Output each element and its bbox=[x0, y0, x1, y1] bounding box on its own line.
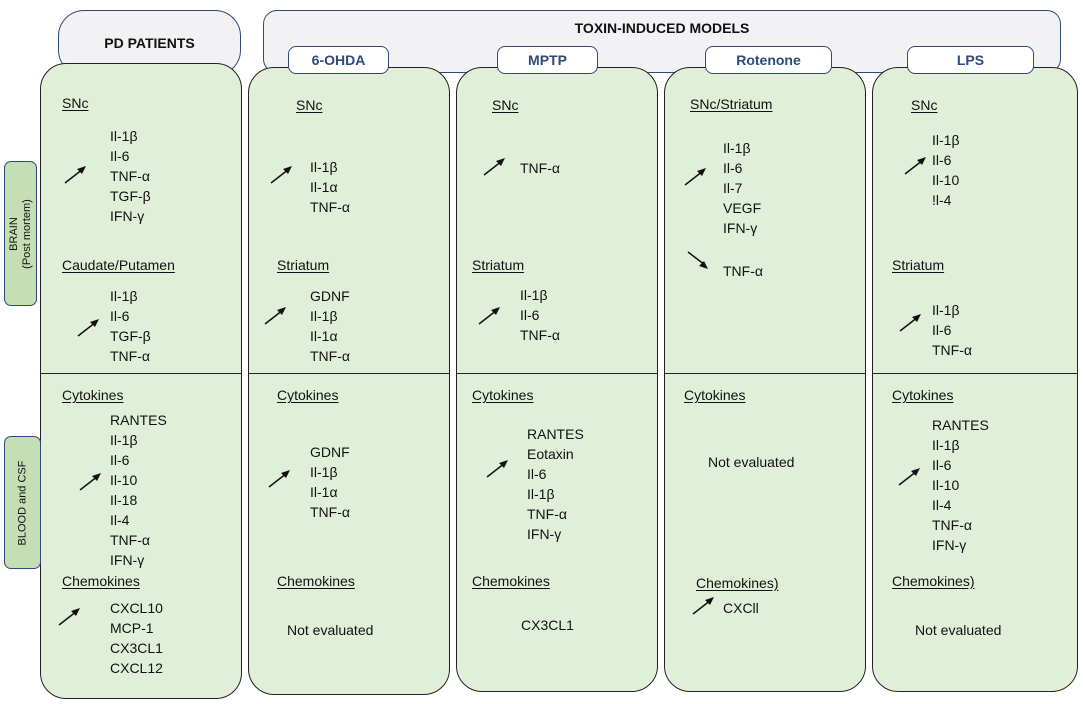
marker-item: TNF-α bbox=[932, 342, 972, 358]
pd-cytokines-heading: Cytokines bbox=[62, 387, 124, 403]
increase-arrow-icon bbox=[683, 167, 709, 187]
lps-chemokines-heading: Chemokines) bbox=[892, 573, 975, 589]
marker-item: VEGF bbox=[723, 200, 762, 216]
marker-item: TNF-α bbox=[527, 506, 567, 522]
increase-arrow-icon bbox=[477, 306, 503, 326]
increase-arrow-icon bbox=[263, 306, 289, 326]
marker-item: Il-6 bbox=[110, 308, 130, 324]
blood-csf-label: BLOOD and CSF bbox=[16, 460, 28, 545]
marker-item: Il-1β bbox=[310, 308, 338, 324]
ohda-striatum-list bbox=[310, 286, 350, 366]
marker-item: Il-1β bbox=[527, 486, 555, 502]
pd-snc-heading: SNc bbox=[62, 95, 89, 111]
marker-item: Il-6 bbox=[723, 160, 743, 176]
pd-caudate-heading: Caudate/Putamen bbox=[62, 257, 175, 273]
increase-arrow-icon bbox=[57, 607, 83, 627]
increase-arrow-icon bbox=[903, 156, 929, 176]
brain-side-label bbox=[4, 161, 37, 306]
ohda-chemokines-note: Not evaluated bbox=[287, 622, 374, 638]
increase-arrow-icon bbox=[485, 459, 511, 479]
marker-item: Il-6 bbox=[932, 152, 952, 168]
rotenone-snc-striatum-heading: SNc/Striatum bbox=[690, 96, 773, 112]
marker-item: Il-6 bbox=[520, 307, 540, 323]
ohda-snc-list bbox=[310, 157, 350, 217]
marker-item: TNF-α bbox=[310, 504, 350, 520]
lps-striatum-list bbox=[932, 300, 972, 360]
ohda-snc-heading: SNc bbox=[296, 97, 323, 113]
ohda-chemokines-heading: Chemokines bbox=[277, 573, 355, 589]
mptp-chemokines-heading: Chemokines bbox=[472, 573, 550, 589]
marker-item: GDNF bbox=[310, 444, 350, 460]
marker-item: !l-4 bbox=[932, 192, 952, 208]
tab-rotenone-label: Rotenone bbox=[736, 52, 801, 68]
marker-item: Il-6 bbox=[527, 466, 547, 482]
tab-lps bbox=[907, 46, 1034, 74]
brain-side-text bbox=[8, 199, 34, 269]
increase-arrow-icon bbox=[482, 157, 508, 177]
lps-snc-heading: SNc bbox=[911, 97, 938, 113]
marker-item: Il-1β bbox=[110, 288, 138, 304]
toxin-models-title: TOXIN-INDUCED MODELS bbox=[574, 20, 750, 36]
marker-item: Il-1β bbox=[520, 287, 548, 303]
marker-item: Il-10 bbox=[932, 172, 960, 188]
marker-item: Il-1α bbox=[310, 328, 338, 344]
marker-item: Il-1β bbox=[932, 437, 960, 453]
rotenone-cytokines-note: Not evaluated bbox=[708, 454, 795, 470]
mptp-cytokines-heading: Cytokines bbox=[472, 387, 534, 403]
tab-mptp-label: MPTP bbox=[528, 52, 567, 68]
marker-item: TNF-α bbox=[520, 160, 560, 176]
marker-item: TNF-α bbox=[520, 327, 560, 343]
increase-arrow-icon bbox=[897, 467, 923, 487]
mptp-snc-list bbox=[520, 158, 560, 178]
section-divider bbox=[457, 373, 657, 374]
marker-item: TNF-α bbox=[110, 168, 150, 184]
increase-arrow-icon bbox=[898, 313, 924, 333]
marker-item: Il-10 bbox=[932, 477, 960, 493]
marker-item: TGF-β bbox=[110, 188, 151, 204]
marker-item: CX3CL1 bbox=[521, 617, 574, 633]
marker-item: Il-1β bbox=[110, 128, 138, 144]
lps-striatum-heading: Striatum bbox=[892, 257, 945, 273]
marker-item: Eotaxin bbox=[527, 446, 574, 462]
marker-item: Il-7 bbox=[723, 180, 743, 196]
ohda-cytokines-list bbox=[310, 442, 350, 522]
pd-chemokines-heading: Chemokines bbox=[62, 573, 140, 589]
marker-item: Il-6 bbox=[932, 322, 952, 338]
marker-item: TNF-α bbox=[110, 348, 150, 364]
marker-item: GDNF bbox=[310, 288, 350, 304]
pd-caudate-list bbox=[110, 286, 151, 366]
decrease-arrow-icon bbox=[686, 250, 712, 270]
increase-arrow-icon bbox=[691, 596, 717, 616]
marker-item: CXCL12 bbox=[110, 660, 163, 676]
marker-item: TNF-α bbox=[110, 532, 150, 548]
tab-rotenone bbox=[705, 46, 832, 74]
increase-arrow-icon bbox=[269, 165, 295, 185]
marker-item: IFN-γ bbox=[527, 526, 562, 542]
marker-item: Il-4 bbox=[110, 512, 130, 528]
marker-item: Il-1β bbox=[723, 140, 751, 156]
marker-item: Il-1β bbox=[932, 132, 960, 148]
section-divider bbox=[249, 373, 449, 374]
blood-side-label bbox=[4, 436, 41, 569]
marker-item: IFN-γ bbox=[723, 220, 758, 236]
mptp-snc-heading: SNc bbox=[492, 97, 519, 113]
tab-mptp bbox=[497, 46, 598, 74]
marker-item: Il-1β bbox=[110, 432, 138, 448]
marker-item: RANTES bbox=[932, 417, 989, 433]
marker-item: Il-1β bbox=[310, 159, 338, 175]
tab-6-ohda bbox=[288, 46, 389, 74]
rotenone-chemokines-list bbox=[723, 598, 759, 618]
marker-item: Il-1β bbox=[932, 302, 960, 318]
marker-item: Il-1β bbox=[310, 464, 338, 480]
marker-item: CXCll bbox=[723, 600, 759, 616]
lps-cytokines-list bbox=[932, 415, 989, 555]
marker-item: TNF-α bbox=[723, 263, 763, 279]
marker-item: IFN-γ bbox=[110, 552, 145, 568]
pd-cytokines-list bbox=[110, 410, 167, 570]
marker-item: IFN-γ bbox=[932, 537, 967, 553]
increase-arrow-icon bbox=[267, 469, 293, 489]
ohda-cytokines-heading: Cytokines bbox=[277, 387, 339, 403]
marker-item: RANTES bbox=[527, 426, 584, 442]
section-divider bbox=[41, 373, 241, 374]
marker-item: RANTES bbox=[110, 412, 167, 428]
section-divider bbox=[665, 373, 865, 374]
mptp-chemokines-list bbox=[521, 615, 574, 635]
marker-item: TNF-α bbox=[932, 517, 972, 533]
ohda-striatum-heading: Striatum bbox=[277, 257, 330, 273]
marker-item: CX3CL1 bbox=[110, 640, 163, 656]
mptp-striatum-heading: Striatum bbox=[472, 257, 525, 273]
increase-arrow-icon bbox=[78, 472, 104, 492]
marker-item: MCP-1 bbox=[110, 620, 154, 636]
rotenone-down-list bbox=[723, 261, 763, 281]
lps-snc-list bbox=[932, 130, 960, 210]
tab-lps-label: LPS bbox=[956, 52, 985, 68]
post-mortem-label: (Post mortem) bbox=[20, 198, 33, 269]
increase-arrow-icon bbox=[76, 318, 102, 338]
pd-snc-list bbox=[110, 126, 151, 226]
lps-chemokines-note: Not evaluated bbox=[915, 622, 1002, 638]
rotenone-chemokines-heading: Chemokines) bbox=[696, 575, 779, 591]
marker-item: Il-10 bbox=[110, 472, 138, 488]
mptp-striatum-list bbox=[520, 285, 560, 345]
rotenone-up-list bbox=[723, 138, 761, 238]
marker-item: TNF-α bbox=[310, 348, 350, 364]
mptp-cytokines-list bbox=[527, 424, 584, 544]
brain-label: BRAIN bbox=[7, 216, 20, 251]
marker-item: Il-6 bbox=[110, 452, 130, 468]
lps-cytokines-heading: Cytokines bbox=[892, 387, 954, 403]
marker-item: Il-1α bbox=[310, 484, 338, 500]
marker-item: CXCL10 bbox=[110, 600, 163, 616]
marker-item: Il-6 bbox=[932, 457, 952, 473]
marker-item: Il-18 bbox=[110, 492, 138, 508]
marker-item: Il-1α bbox=[310, 179, 338, 195]
marker-item: IFN-γ bbox=[110, 208, 145, 224]
pd-patients-title: PD PATIENTS bbox=[104, 35, 195, 51]
marker-item: Il-6 bbox=[110, 148, 130, 164]
marker-item: Il-4 bbox=[932, 497, 952, 513]
section-divider bbox=[873, 373, 1077, 374]
rotenone-cytokines-heading: Cytokines bbox=[684, 387, 746, 403]
pd-chemokines-list bbox=[110, 598, 163, 678]
tab-6-ohda-label: 6-OHDA bbox=[311, 52, 366, 68]
increase-arrow-icon bbox=[63, 165, 89, 185]
marker-item: TGF-β bbox=[110, 328, 151, 344]
marker-item: TNF-α bbox=[310, 199, 350, 215]
